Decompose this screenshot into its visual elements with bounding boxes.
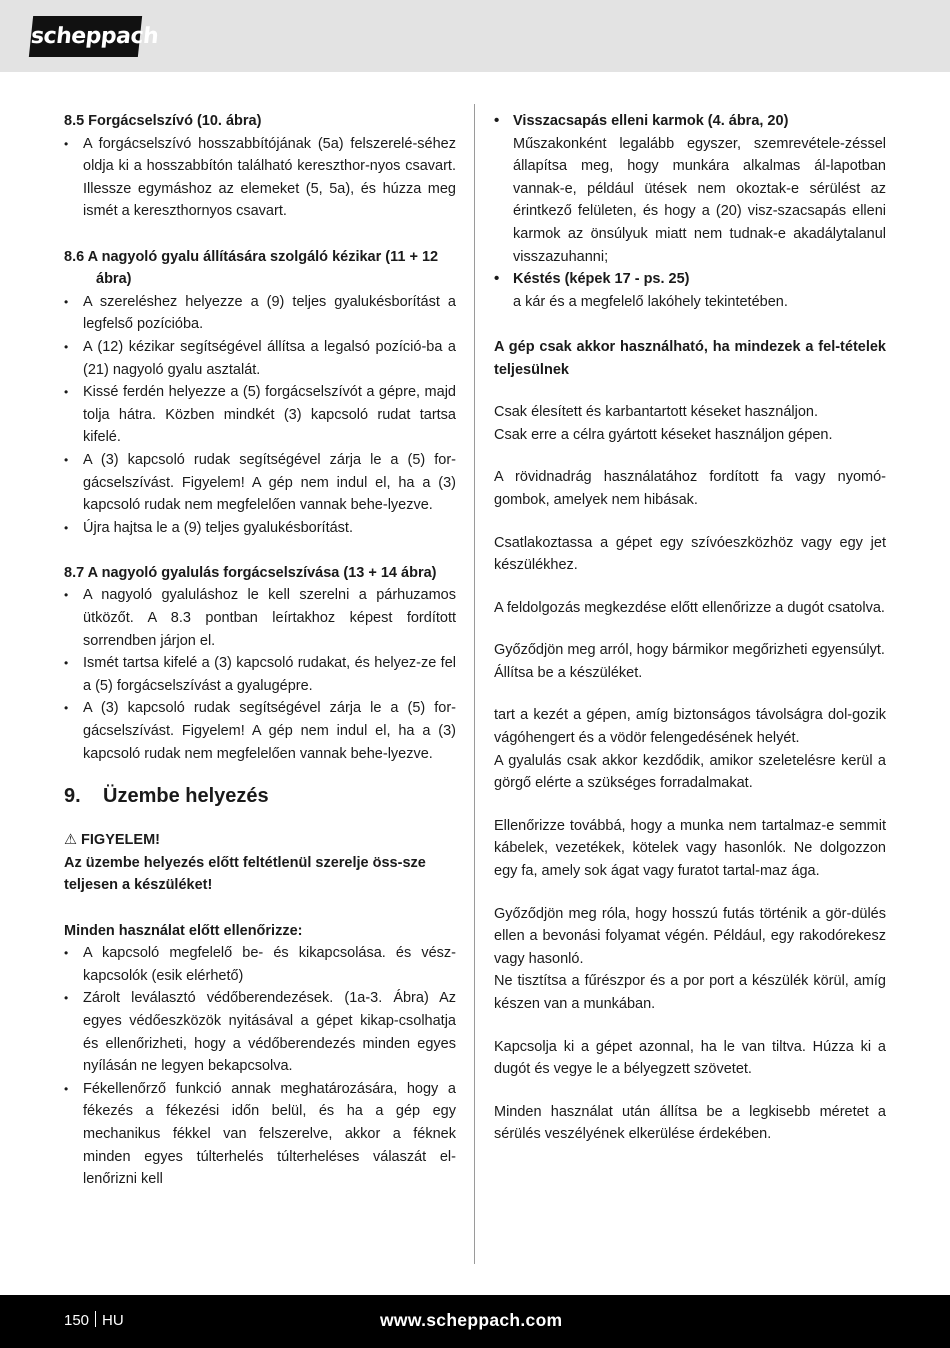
list-item: • A nagyoló gyaluláshoz le kell szerelni a párhuzamos ütközőt. A 8.3 pontban leírtakhoz képest fordított sorrendben járjon el. (64, 584, 456, 652)
chapter-title: Üzembe helyezés (103, 785, 269, 808)
list-item: • Zárolt leválasztó védőberendezések. (1a-3. Ábra) Az egyes védőeszközök nyitásával a gépet kikap-csolhatja és ellenőrizheti, hogy a védőberendezés minden egyes nyílásán ne legyen bekapcsolva. (64, 987, 456, 1077)
right-column (494, 110, 886, 1146)
list-item: • Fékellenőrző funkció annak meghatározására, hogy a fékezés a fékezési időn belül, és ha a gép egy mechanikus fékkel van felszerelve, akkor a féknek minden egyes túlterhelés túlterheléses válaszát el-lenőrizni kell (64, 1078, 456, 1191)
paragraph: A feldolgozás megkezdése előtt ellenőrizze a dugót csatolva. (494, 599, 885, 616)
paragraph: Kapcsolja ki a gépet azonnal, ha le van tiltva. Húzza ki a dugót és vegye le a bélyegzett szövetet. (494, 1038, 886, 1078)
list-item: • A (12) kézikar segítségével állítsa a legalsó pozíció-ba a (21) nagyoló gyalu asztalát. (64, 336, 456, 381)
list-item: • Újra hajtsa le a (9) teljes gyalukésborítást. (64, 517, 456, 540)
page-separator (95, 1311, 96, 1327)
footer-bar (0, 1295, 950, 1348)
list-item (494, 110, 886, 268)
list-item: • A (3) kapcsoló rudak segítségével zárja le a (5) for-gácselszívást. Figyelem! A gép nem indul el, ha a (3) kapcsoló rudak nem megfelelően vannak behe-lyezve. (64, 449, 456, 517)
check-title: Minden használat előtt ellenőrizze: (64, 922, 303, 939)
bullet-title: Késtés (képek 17 - ps. 25) (513, 271, 690, 288)
warning-label: FIGYELEM! (81, 832, 160, 849)
paragraph: Minden használat után állítsa be a legkisebb méretet a sérülés veszélyének elkerülése érdekében. (494, 1103, 886, 1143)
column-divider (474, 104, 475, 1264)
bullet-text: Műszakonként legalább egyszer, szemrevétele-zéssel állapítsa meg, hogy munkára alkalmas ál-lapotban vannak-e, például ütések nem okoztak-e sérülést az érintkező felületen, és hogy a (20) visz-szacsapás elleni karmok az önsúlyuk miatt nem tudnak-e akadálytalanul visszazuhanni; (513, 135, 886, 265)
section-8-6-title: 8.6 A nagyoló gyalu állítására szolgáló kézikar (11 + 12 ábra) (64, 248, 439, 288)
warning-text: Az üzembe helyezés előtt feltétlenül szerelje öss-sze teljesen a készüléket! (64, 854, 426, 894)
warning-heading (64, 829, 456, 852)
section-8-7-list (64, 584, 456, 765)
list-item: • A szereléshez helyezze a (9) teljes gyalukésborítást a legfelső pozícióba. (64, 291, 456, 336)
scheppach-logo: scheppach (29, 16, 142, 57)
paragraph: Győződjön meg arról, hogy bármikor megőrizheti egyensúlyt. (494, 642, 885, 659)
check-list (64, 942, 456, 1191)
list-item: • A forgácselszívó hosszabbítójának (5a) felszerelé-séhez oldja ki a hosszabbítón található kereszthor-nyos csavart. Illessze egymáshoz az elemeket (5, 5a), és húzza meg ismét a kereszthornyos csavart. (64, 133, 456, 223)
paragraph: tart a kezét a gépen, amíg biztonságos távolságra dol-gozik vágóhengert és a vödör felengedésének helyét. (494, 707, 886, 747)
page-number: 150 (64, 1312, 90, 1329)
right-bullet-list (494, 110, 886, 313)
paragraph: Ne tisztítsa a fűrészpor és a por port a készülék körül, amíg készen van a munkában. (494, 973, 886, 1012)
section-8-5-title: 8.5 Forgácselszívó (10. ábra) (64, 113, 262, 129)
page-number-block (64, 1310, 124, 1332)
list-item: • Ismét tartsa kifelé a (3) kapcsoló rudakat, és helyez-ze fel a (5) forgácselszívást a gyalugépre. (64, 652, 456, 697)
header-band (0, 0, 950, 72)
paragraph: A rövidnadrág használatához fordított fa vagy nyomó-gombok, amelyek nem hibásak. (494, 469, 886, 508)
website-link[interactable]: www.scheppach.com (380, 1310, 563, 1330)
section-8-6-list (64, 291, 456, 540)
section-8-5-list (64, 133, 456, 223)
chapter-number: 9. (64, 785, 81, 808)
warning-triangle-icon: ⚠ (64, 832, 77, 849)
list-item: • A (3) kapcsoló rudak segítségével zárja le a (5) for-gácselszívást. Figyelem! A gép nem indul el, ha a (3) kapcsoló rudak nem megfelelően vannak behe-lyezve. (64, 697, 456, 765)
paragraph: Ellenőrizze továbbá, hogy a munka nem tartalmaz-e semmit kábelek, vezetékek, kötelek vagy hasonlók. Ne dolgozzon egy fa, amely sok ágat vagy furatot tartal-maz ága. (494, 817, 886, 880)
left-column (64, 110, 456, 1191)
condition-title: A gép csak akkor használható, ha mindezek a fel-tételek teljesülnek (494, 338, 886, 378)
chapter-9-heading (64, 783, 456, 809)
paragraph: Csak élesített és karbantartott késeket használjon. (494, 404, 819, 421)
paragraph: Csatlakoztassa a gépet egy szívóeszközhöz vagy egy jet készülékhez. (494, 534, 886, 574)
paragraph: A gyalulás csak akkor kezdődik, amikor szeletelésre kerül a görgő elérte a szükséges forradalmakat. (494, 752, 886, 792)
language-code: HU (102, 1312, 124, 1329)
list-item: • A kapcsoló megfelelő be- és kikapcsolása. és vész-kapcsolók (esik elérhető) (64, 942, 456, 987)
list-item (494, 268, 886, 313)
list-item: • Kissé ferdén helyezze a (5) forgácselszívót a gépre, majd tolja hátra. Közben mindkét (3) kapcsoló rudat tartsa kifelé. (64, 381, 456, 449)
paragraph: Csak erre a célra gyártott késeket használjon gépen. (494, 426, 833, 443)
paragraph: Győződjön meg róla, hogy hosszú futás történik a gör-dülés ellen a bevonási folyamat végén. Például, egy rakodórekesz vagy hasonló. (494, 905, 886, 967)
paragraph: Állítsa be a készüléket. (494, 664, 643, 681)
bullet-title: Visszacsapás elleni karmok (4. ábra, 20) (513, 113, 789, 129)
bullet-text: a kár és a megfelelő lakóhely tekintetében. (513, 293, 788, 310)
section-8-7-title: 8.7 A nagyoló gyalulás forgácselszívása (13 + 14 ábra) (64, 564, 437, 581)
